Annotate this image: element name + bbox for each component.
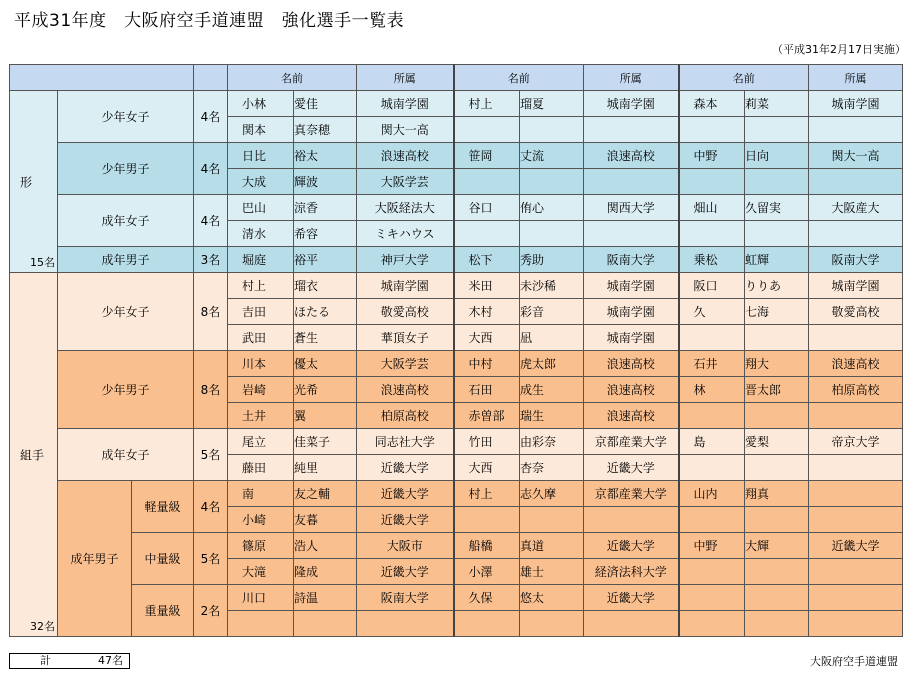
athlete-given-name: 蒼生 [294,325,357,351]
athlete-affiliation: 関西大学 [584,195,679,221]
athlete-family-name: 笹岡 [454,143,520,169]
athlete-affiliation: 敬愛高校 [357,299,454,325]
athlete-given-name: 愛梨 [745,429,809,455]
athlete-given-name: 輝波 [294,169,357,195]
athlete-family-name [679,611,745,637]
athlete-family-name [454,169,520,195]
athlete-family-name: 石井 [679,351,745,377]
athlete-affiliation: 大阪学芸 [357,169,454,195]
athlete-family-name: 尾立 [228,429,294,455]
athlete-affiliation [584,117,679,143]
athlete-given-name [745,117,809,143]
athlete-affiliation: 同志社大学 [357,429,454,455]
count-cell: 8名 [194,351,228,429]
athlete-family-name: 山内 [679,481,745,507]
athlete-given-name: 虎太郎 [520,351,584,377]
athlete-affiliation: 城南学園 [584,299,679,325]
header-row [10,65,903,91]
athlete-family-name: 中野 [679,533,745,559]
athlete-given-name: 光希 [294,377,357,403]
header-name: 名前 [228,65,357,91]
athlete-family-name [454,221,520,247]
athlete-family-name: 川口 [228,585,294,611]
athlete-affiliation [809,481,903,507]
athlete-family-name: 米田 [454,273,520,299]
athlete-affiliation: 近畿大学 [809,533,903,559]
athlete-given-name [745,169,809,195]
category-cell: 少年男子 [58,351,194,429]
athlete-affiliation [809,507,903,533]
athlete-affiliation: 浪速高校 [584,377,679,403]
kata-label: 形 [20,175,33,189]
athlete-given-name [745,611,809,637]
athlete-given-name: 凪 [520,325,584,351]
athlete-family-name [679,325,745,351]
count-cell: 5名 [194,533,228,585]
athlete-affiliation: 阪南大学 [584,247,679,273]
athlete-affiliation: 大阪経法大 [357,195,454,221]
athlete-given-name [745,455,809,481]
athlete-affiliation: 経済法科大学 [584,559,679,585]
athlete-family-name: 清水 [228,221,294,247]
athlete-family-name: 大西 [454,455,520,481]
athlete-affiliation: 近畿大学 [357,559,454,585]
athlete-given-name [745,507,809,533]
athlete-family-name: 大成 [228,169,294,195]
athlete-affiliation: 浪速高校 [584,143,679,169]
kata-section-cell [10,91,58,273]
athlete-given-name: 詩温 [294,585,357,611]
athlete-family-name: 乗松 [679,247,745,273]
athlete-affiliation: 近畿大学 [357,455,454,481]
athlete-given-name: 隆成 [294,559,357,585]
athlete-affiliation [584,169,679,195]
athlete-given-name: 翔大 [745,351,809,377]
athlete-given-name: 莉菜 [745,91,809,117]
athlete-given-name: 友暮 [294,507,357,533]
athlete-given-name: 希容 [294,221,357,247]
athlete-affiliation [809,403,903,429]
athlete-affiliation: 城南学園 [584,273,679,299]
athlete-family-name: 船橋 [454,533,520,559]
athlete-given-name: 侑心 [520,195,584,221]
header-affiliation: 所属 [809,65,903,91]
athlete-given-name: 浩人 [294,533,357,559]
total-value: 47名 [98,654,123,667]
category-cell: 少年女子 [58,273,194,351]
athlete-family-name: 巴山 [228,195,294,221]
athlete-family-name: 川本 [228,351,294,377]
kata-total: 15名 [30,255,55,269]
athlete-family-name: 吉田 [228,299,294,325]
athlete-family-name: 藤田 [228,455,294,481]
athlete-affiliation: 阪南大学 [809,247,903,273]
athlete-affiliation: 帝京大学 [809,429,903,455]
athlete-family-name: 日比 [228,143,294,169]
athlete-given-name: 真道 [520,533,584,559]
athlete-family-name: 森本 [679,91,745,117]
athlete-given-name: 翼 [294,403,357,429]
athlete-family-name: 木村 [454,299,520,325]
athlete-given-name [745,585,809,611]
athlete-given-name [745,559,809,585]
athlete-family-name [679,117,745,143]
athlete-affiliation: 京都産業大学 [584,481,679,507]
athlete-affiliation: 城南学園 [584,91,679,117]
athlete-family-name: 石田 [454,377,520,403]
athlete-family-name [679,403,745,429]
athlete-given-name: 未沙稀 [520,273,584,299]
athlete-affiliation [809,585,903,611]
kumite-label: 組手 [20,448,45,462]
athlete-given-name: 秀助 [520,247,584,273]
roster-table [9,64,903,637]
table-row [10,429,903,455]
weight-class-cell: 重量級 [132,585,194,637]
athlete-affiliation: 近畿大学 [357,507,454,533]
athlete-family-name: 武田 [228,325,294,351]
athlete-affiliation [809,559,903,585]
header-affiliation: 所属 [584,65,679,91]
athlete-given-name: 志久摩 [520,481,584,507]
table-row [10,351,903,377]
table-row [10,143,903,169]
exam-date: （平成31年2月17日実施） [772,43,906,56]
athlete-affiliation: 敬愛高校 [809,299,903,325]
athlete-family-name [454,507,520,533]
athlete-given-name [520,221,584,247]
athlete-affiliation: 華頂女子 [357,325,454,351]
athlete-affiliation: 京都産業大学 [584,429,679,455]
category-cell: 少年男子 [58,143,194,195]
total-label: 計 [40,654,51,667]
athlete-given-name: 彩音 [520,299,584,325]
header-name: 名前 [454,65,584,91]
athlete-affiliation: 関大一高 [357,117,454,143]
athlete-affiliation: 近畿大学 [357,481,454,507]
athlete-affiliation: 近畿大学 [584,533,679,559]
athlete-family-name: 赤曽部 [454,403,520,429]
total-box [9,653,130,669]
athlete-affiliation [357,611,454,637]
count-cell: 4名 [194,481,228,533]
athlete-given-name [294,611,357,637]
kumite-section-cell [10,273,58,637]
category-cell: 成年女子 [58,429,194,481]
athlete-affiliation [809,117,903,143]
athlete-family-name: 関本 [228,117,294,143]
athlete-given-name: 裕平 [294,247,357,273]
athlete-affiliation [809,169,903,195]
weight-class-cell: 軽量級 [132,481,194,533]
athlete-given-name: 優太 [294,351,357,377]
athlete-family-name [679,507,745,533]
table-row [10,195,903,221]
athlete-given-name: 瑞生 [520,403,584,429]
athlete-given-name: 杏奈 [520,455,584,481]
athlete-given-name: 丈流 [520,143,584,169]
athlete-affiliation: 城南学園 [357,273,454,299]
athlete-given-name: 翔真 [745,481,809,507]
athlete-affiliation: 大阪産大 [809,195,903,221]
athlete-family-name [679,455,745,481]
table-row [10,247,903,273]
table-row [10,91,903,117]
athlete-family-name [228,611,294,637]
athlete-affiliation [584,507,679,533]
athlete-family-name [679,169,745,195]
athlete-family-name [679,585,745,611]
athlete-affiliation: 浪速高校 [357,143,454,169]
athlete-affiliation [809,221,903,247]
athlete-affiliation [809,455,903,481]
athlete-given-name: 虹輝 [745,247,809,273]
athlete-family-name: 久保 [454,585,520,611]
athlete-affiliation: 近畿大学 [584,455,679,481]
category-cell: 成年女子 [58,195,194,247]
athlete-family-name: 阪口 [679,273,745,299]
athlete-family-name: 畑山 [679,195,745,221]
athlete-given-name: 七海 [745,299,809,325]
athlete-given-name: 由彩奈 [520,429,584,455]
athlete-family-name [454,117,520,143]
athlete-affiliation: 柏原高校 [357,403,454,429]
athlete-affiliation: 浪速高校 [584,351,679,377]
athlete-given-name: 日向 [745,143,809,169]
category-cell: 成年男子 [58,247,194,273]
athlete-given-name [745,403,809,429]
athlete-affiliation: 城南学園 [357,91,454,117]
athlete-affiliation: 浪速高校 [809,351,903,377]
athlete-given-name: 涼香 [294,195,357,221]
athlete-affiliation: 柏原高校 [809,377,903,403]
organization-name: 大阪府空手道連盟 [810,655,898,668]
athlete-family-name: 大滝 [228,559,294,585]
athlete-given-name: 雄士 [520,559,584,585]
athlete-given-name: 久留実 [745,195,809,221]
athlete-given-name: 瑠夏 [520,91,584,117]
athlete-family-name: 村上 [454,91,520,117]
athlete-family-name: 堀庭 [228,247,294,273]
athlete-given-name: 純里 [294,455,357,481]
athlete-family-name [679,559,745,585]
athlete-affiliation [809,611,903,637]
count-cell: 4名 [194,195,228,247]
athlete-family-name: 小崎 [228,507,294,533]
athlete-affiliation: 城南学園 [809,91,903,117]
athlete-family-name: 谷口 [454,195,520,221]
table-row [10,273,903,299]
category-cell: 成年男子 [58,481,132,637]
athlete-given-name: 愛佳 [294,91,357,117]
athlete-affiliation [584,611,679,637]
athlete-family-name: 村上 [228,273,294,299]
athlete-family-name: 小澤 [454,559,520,585]
athlete-given-name: 瑠衣 [294,273,357,299]
athlete-given-name [745,221,809,247]
category-cell: 少年女子 [58,91,194,143]
athlete-affiliation: 城南学園 [584,325,679,351]
athlete-family-name: 小林 [228,91,294,117]
athlete-affiliation: 大阪学芸 [357,351,454,377]
count-cell: 5名 [194,429,228,481]
athlete-given-name [520,117,584,143]
athlete-affiliation: 関大一高 [809,143,903,169]
athlete-family-name: 南 [228,481,294,507]
athlete-affiliation: 浪速高校 [584,403,679,429]
athlete-given-name [520,611,584,637]
table-row [10,481,903,507]
kumite-total: 32名 [30,619,55,633]
athlete-family-name [679,221,745,247]
header-affiliation: 所属 [357,65,454,91]
athlete-affiliation: 神戸大学 [357,247,454,273]
athlete-family-name: 土井 [228,403,294,429]
count-cell: 3名 [194,247,228,273]
athlete-given-name: 晋太郎 [745,377,809,403]
athlete-family-name: 竹田 [454,429,520,455]
athlete-family-name: 林 [679,377,745,403]
header-blank [10,65,194,91]
athlete-family-name: 岩崎 [228,377,294,403]
count-cell: 8名 [194,273,228,351]
weight-class-cell: 中量級 [132,533,194,585]
athlete-family-name: 村上 [454,481,520,507]
athlete-affiliation [809,325,903,351]
athlete-given-name: ほたる [294,299,357,325]
count-cell: 2名 [194,585,228,637]
athlete-affiliation: 城南学園 [809,273,903,299]
athlete-given-name: 裕太 [294,143,357,169]
athlete-family-name: 篠原 [228,533,294,559]
athlete-given-name: 成生 [520,377,584,403]
athlete-given-name: 大輝 [745,533,809,559]
athlete-affiliation: 浪速高校 [357,377,454,403]
athlete-family-name: 久 [679,299,745,325]
athlete-affiliation: 近畿大学 [584,585,679,611]
athlete-affiliation [584,221,679,247]
athlete-family-name: 中野 [679,143,745,169]
athlete-family-name: 松下 [454,247,520,273]
header-name: 名前 [679,65,809,91]
table-row [10,533,903,559]
athlete-family-name [454,611,520,637]
athlete-given-name: 佳菜子 [294,429,357,455]
athlete-given-name [520,507,584,533]
table-row [10,585,903,611]
athlete-given-name [520,169,584,195]
athlete-given-name [745,325,809,351]
count-cell: 4名 [194,91,228,143]
athlete-given-name: 悠太 [520,585,584,611]
athlete-family-name: 島 [679,429,745,455]
athlete-family-name: 中村 [454,351,520,377]
page-title: 平成31年度 大阪府空手道連盟 強化選手一覧表 [14,11,405,31]
athlete-affiliation: ミキハウス [357,221,454,247]
athlete-given-name: りりあ [745,273,809,299]
athlete-affiliation: 大阪市 [357,533,454,559]
count-cell: 4名 [194,143,228,195]
athlete-given-name: 友之輔 [294,481,357,507]
athlete-affiliation: 阪南大学 [357,585,454,611]
athlete-given-name: 真奈穂 [294,117,357,143]
athlete-family-name: 大西 [454,325,520,351]
header-blank [194,65,228,91]
